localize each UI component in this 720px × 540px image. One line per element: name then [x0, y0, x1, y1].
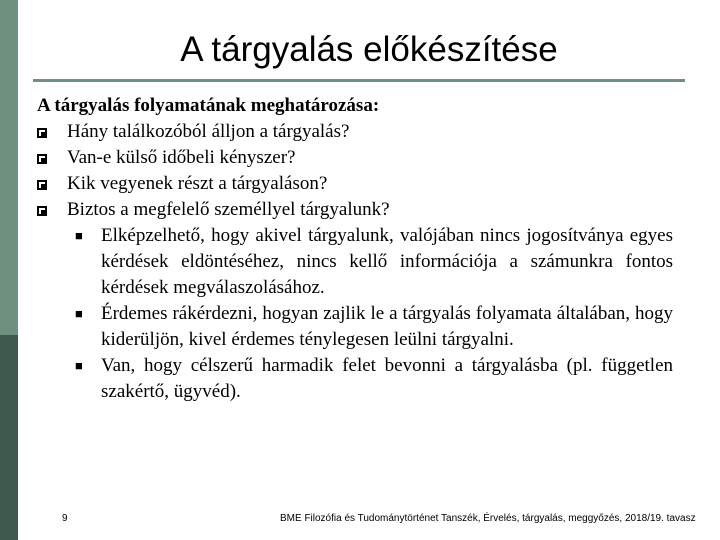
square-box-bullet-icon: [37, 171, 47, 197]
bullet-text: Hány találkozóból álljon a tárgyalás?: [67, 121, 350, 142]
sub-bullet-text: Van, hogy célszerű harmadik felet bevonni a tárgyalásba (pl. független szakértő, ügyvéd).: [101, 355, 673, 402]
bullet-text: Kik vegyenek részt a tárgyaláson?: [67, 173, 328, 194]
side-bar-top-segment: [0, 0, 18, 335]
footer-text: BME Filozófia és Tudománytörténet Tanszék, Érvelés, tárgyalás, meggyőzés, 2018/19. tavasz: [280, 513, 696, 524]
content-heading: A tárgyalás folyamatának meghatározása:: [37, 95, 380, 116]
bullet-text: Biztos a megfelelő személlyel tárgyalunk?: [67, 199, 390, 220]
sub-bullet-text: Érdemes rákérdezni, hogyan zajlik le a tárgyalás folyamata általában, hogy kiderüljön, kivel érdemes ténylegesen leülni tárgyalni.: [101, 303, 673, 350]
bullet-item: [37, 197, 673, 223]
bullet-item: [37, 145, 673, 171]
sub-bullet-item: [37, 223, 673, 301]
side-bar-bottom-segment: [0, 335, 18, 540]
bullet-item: [37, 119, 673, 145]
sub-bullet-item: [37, 353, 673, 405]
square-box-bullet-icon: [37, 119, 47, 145]
square-box-bullet-icon: [37, 197, 47, 223]
page-number: 9: [62, 513, 68, 524]
square-box-bullet-icon: [37, 145, 47, 171]
filled-square-icon: ■: [75, 358, 83, 373]
sub-bullet-text: Elképzelhető, hogy akivel tárgyalunk, valójában nincs jogosítványa egyes kérdések eldöntéséhez, nincs kellő információja a számunkra fontos kérdések megválaszolásához.: [101, 225, 673, 298]
title-underline: [33, 79, 685, 82]
sub-bullet-item: [37, 301, 673, 353]
slide-title: A tárgyalás előkészítése: [180, 30, 558, 69]
bullet-item: [37, 171, 673, 197]
slide-content: [37, 93, 673, 405]
filled-square-icon: ■: [75, 228, 83, 243]
filled-square-icon: ■: [75, 306, 83, 321]
bullet-text: Van-e külső időbeli kényszer?: [67, 147, 296, 168]
side-accent-bar: [0, 0, 18, 540]
